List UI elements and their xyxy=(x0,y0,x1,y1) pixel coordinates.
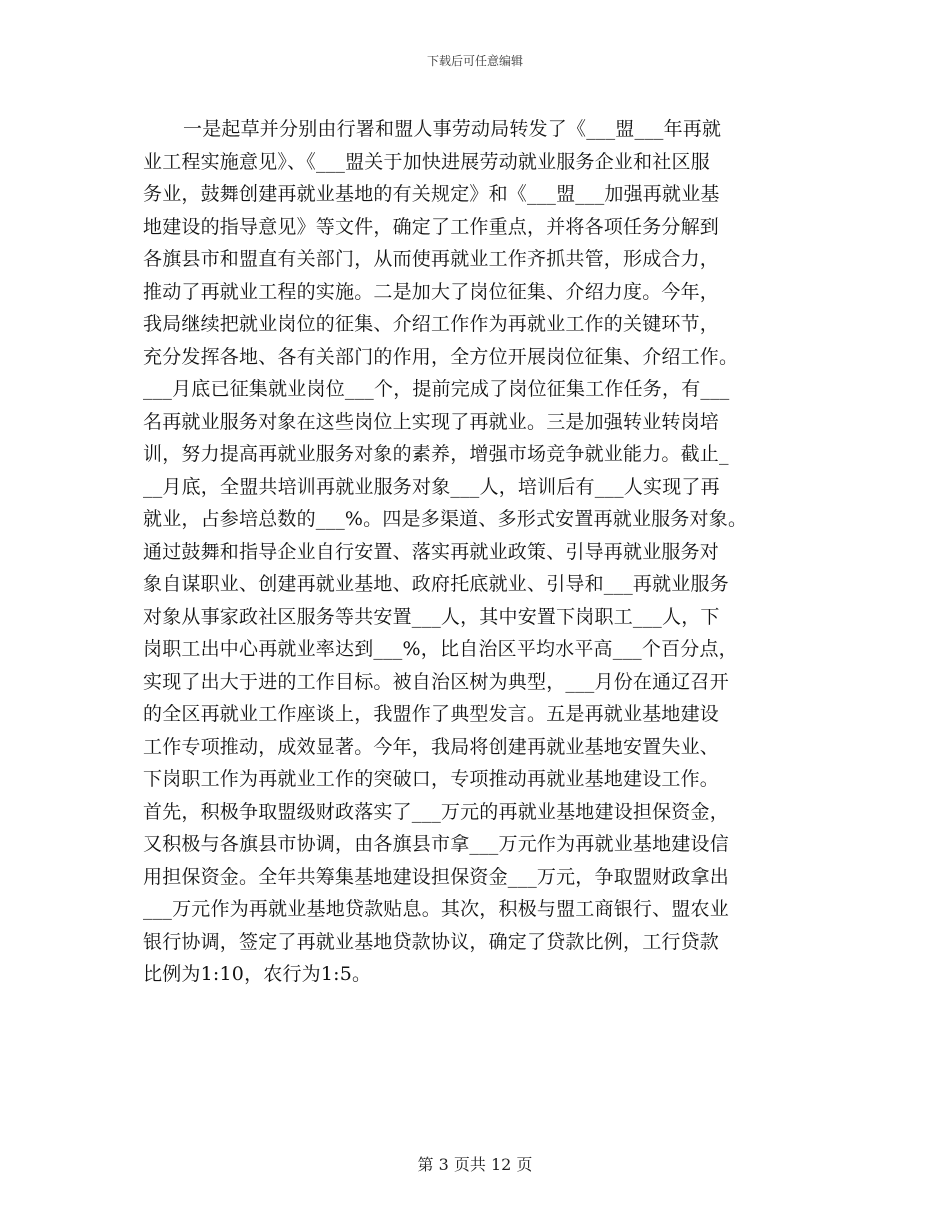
text-line: 首先，积极争取盟级财政落实了___万元的再就业基地建设担保资金， xyxy=(143,800,729,823)
text-line: 又积极与各旗县市协调，由各旗县市拿___万元作为再就业基地建设信 xyxy=(143,833,729,855)
text-line: 工作专项推动，成效显著。今年，我局将创建再就业基地安置失业、 xyxy=(143,735,720,758)
text-line: 岗职工出中心再就业率达到___%，比自治区平均水平高___个百分点， xyxy=(143,638,738,660)
text-line: 充分发挥各地、各有关部门的作用，全方位开展岗位征集、介绍工作。 xyxy=(143,345,739,368)
text-line: 推动了再就业工程的实施。二是加大了岗位征集、介绍力度。今年， xyxy=(143,280,720,303)
page-header: 下载后可任意编辑 xyxy=(426,54,523,68)
text-line: 训，努力提高再就业服务对象的素养，增强市场竞争就业能力。截止_ xyxy=(143,443,729,465)
text-line: ___万元作为再就业基地贷款贴息。其次，积极与盟工商银行、盟农业 xyxy=(143,898,729,920)
text-line: 下岗职工作为再就业工作的突破口，专项推动再就业基地建设工作。 xyxy=(143,768,720,790)
text-line: 地建设的指导意见》等文件，确定了工作重点，并将各项任务分解到 xyxy=(143,215,720,238)
text-line: 用担保资金。全年共筹集基地建设担保资金___万元，争取盟财政拿出 xyxy=(143,865,729,888)
text-line: 名再就业服务对象在这些岗位上实现了再就业。三是加强转业转岗培 xyxy=(143,410,720,433)
document-body xyxy=(143,113,811,991)
text-line: 银行协调，签定了再就业基地贷款协议，确定了贷款比例，工行贷款 xyxy=(143,930,720,953)
text-line: 实现了出大于进的工作目标。被自治区树为典型，___月份在通辽召开 xyxy=(143,670,729,693)
page-footer: 第 3 页共 12 页 xyxy=(417,1155,533,1174)
text-line: 通过鼓舞和指导企业自行安置、落实再就业政策、引导再就业服务对 xyxy=(143,540,720,563)
text-line: 象自谋职业、创建再就业基地、政府托底就业、引导和___再就业服务 xyxy=(143,573,729,595)
text-line: 各旗县市和盟直有关部门，从而使再就业工作齐抓共管，形成合力， xyxy=(143,248,720,270)
text-line: 我局继续把就业岗位的征集、介绍工作作为再就业工作的关键环节， xyxy=(143,313,720,335)
text-line: 务业，鼓舞创建再就业基地的有关规定》和《___盟___加强再就业基 xyxy=(143,183,720,205)
text-line: 比例为1:10，农行为1:5。 xyxy=(143,963,372,985)
text-line: 业工程实施意见》、《___盟关于加快进展劳动就业服务企业和社区服 xyxy=(143,150,710,173)
text-line: 一是起草并分别由行署和盟人事劳动局转发了《___盟___年再就 xyxy=(183,118,722,140)
text-line: 对象从事家政社区服务等共安置___人，其中安置下岗职工___人，下 xyxy=(143,605,720,628)
text-line: 就业，占参培总数的___%。四是多渠道、多形式安置再就业服务对象。 xyxy=(143,508,748,530)
text-line: ___月底已征集就业岗位___个，提前完成了岗位征集工作任务，有___ xyxy=(143,378,730,400)
text-line: __月底，全盟共培训再就业服务对象___人，培训后有___人实现了再 xyxy=(143,475,720,498)
text-line: 的全区再就业工作座谈上，我盟作了典型发言。五是再就业基地建设 xyxy=(143,703,720,725)
